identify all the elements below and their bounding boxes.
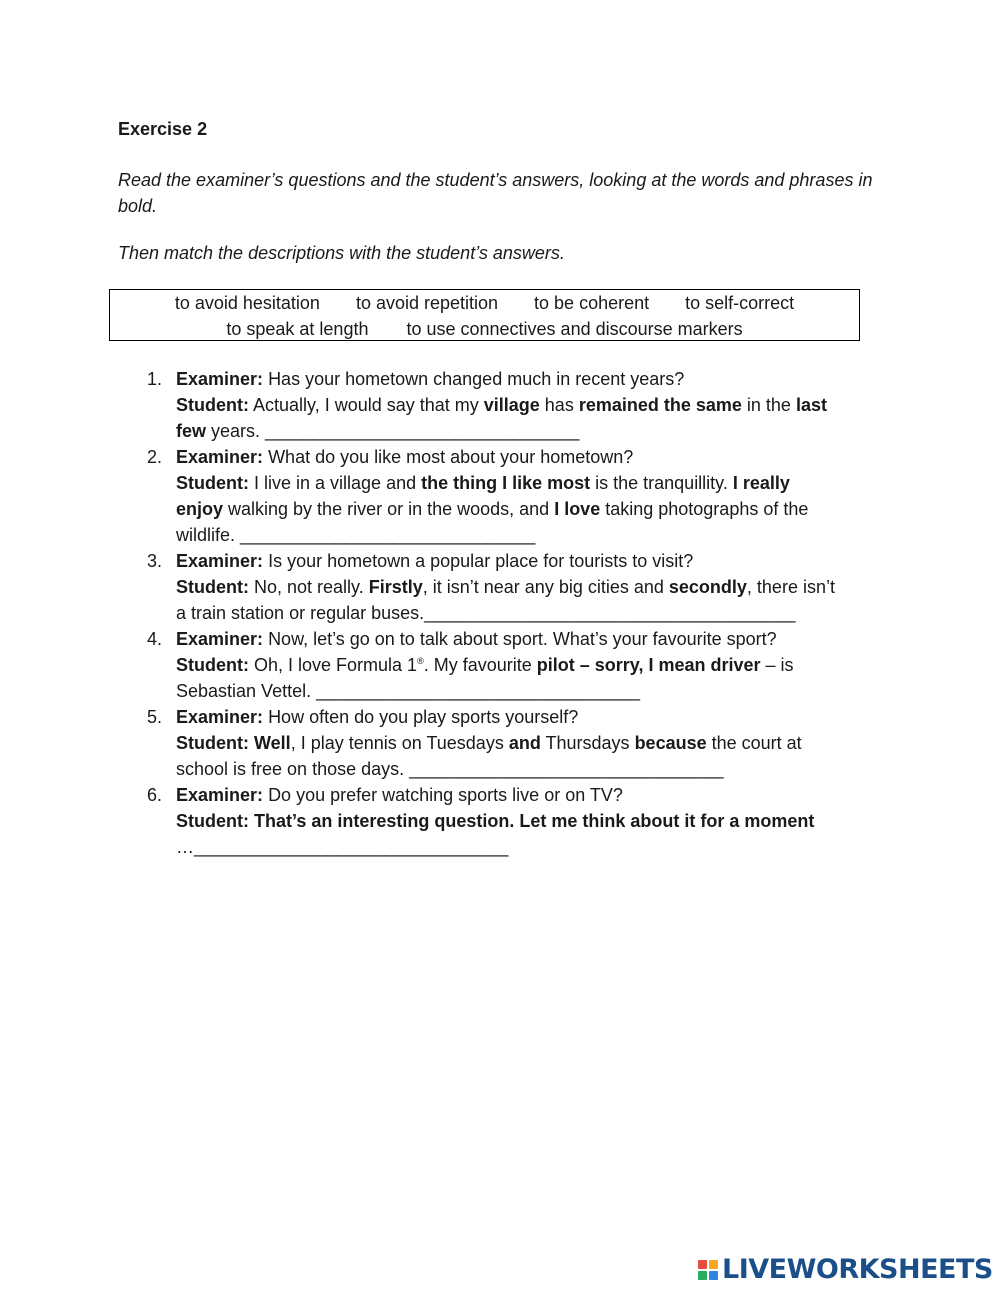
word-option: to self-correct [685, 293, 795, 313]
student-answer [176, 652, 883, 678]
answer-blank[interactable]: __________________________________ [316, 681, 640, 701]
answer-line [176, 496, 883, 522]
bold-phrase: enjoy [176, 499, 224, 519]
student-label: Student: [176, 655, 249, 675]
word-option: to avoid hesitation [174, 293, 320, 313]
bold-phrase: Firstly [368, 577, 423, 597]
examiner-label: Examiner: [176, 785, 264, 805]
bold-phrase: I love [554, 499, 601, 519]
examiner-question [176, 366, 883, 392]
answer-text: has [539, 395, 579, 415]
answer-text: , it isn’t near any big cities and [422, 577, 669, 597]
item-number: 3. [147, 551, 163, 571]
answer-text: Sebastian Vettel. [176, 681, 317, 701]
answer-text: , I play tennis on Tuesdays [290, 733, 509, 753]
student-label: Student: [176, 733, 249, 753]
liveworksheets-logo [698, 1254, 993, 1285]
student-answer [176, 730, 883, 756]
examiner-label: Examiner: [176, 629, 264, 649]
word-option: to use connectives and discourse markers [406, 319, 743, 339]
question-text: How often do you play sports yourself? [268, 707, 579, 727]
bold-phrase: remained the same [578, 395, 742, 415]
examiner-question [176, 782, 883, 808]
answer-line [176, 600, 883, 626]
answer-line [176, 756, 883, 782]
bold-phrase: I really [732, 473, 790, 493]
bold-phrase: the thing I like most [421, 473, 591, 493]
student-answer [176, 574, 883, 600]
word-option: to be coherent [534, 293, 650, 313]
logo-mark-icon [698, 1260, 718, 1280]
word-option: to avoid repetition [355, 293, 499, 313]
student-label: Student: [176, 473, 249, 493]
answer-blank[interactable]: _________________________________ [194, 837, 508, 857]
bold-phrase: few [176, 421, 207, 441]
answer-text: wildlife. [176, 525, 241, 545]
answer-text: , there isn’t [746, 577, 835, 597]
answer-blank[interactable]: _______________________________________ [424, 603, 796, 623]
bold-phrase: last [795, 395, 827, 415]
answer-text: is the tranquillity. [590, 473, 733, 493]
answer-text: the court at [706, 733, 802, 753]
answer-line [176, 678, 883, 704]
exercise-item-5 [143, 704, 883, 782]
answer-text: years. [206, 421, 266, 441]
answer-text: I live in a village and [254, 473, 422, 493]
item-number: 1. [147, 369, 163, 389]
bold-phrase: pilot – sorry, I mean driver [536, 655, 761, 675]
exercise-title: Exercise 2 [118, 119, 208, 139]
answer-text: … [176, 837, 194, 857]
bold-phrase: because [634, 733, 707, 753]
student-answer [176, 470, 883, 496]
logo-square [709, 1260, 718, 1269]
bold-phrase: village [483, 395, 540, 415]
registered-mark: ® [417, 656, 424, 666]
answer-line [176, 834, 883, 860]
answer-line [176, 522, 883, 548]
word-option: to speak at length [226, 319, 369, 339]
examiner-label: Examiner: [176, 551, 264, 571]
word-box-row-1 [110, 290, 859, 316]
question-text: Has your hometown changed much in recent years? [268, 369, 685, 389]
answer-text: walking by the river or in the woods, and [223, 499, 555, 519]
answer-text: school is free on those days. [176, 759, 410, 779]
question-text: Now, let’s go on to talk about sport. What’s your favourite sport? [268, 629, 777, 649]
logo-square [709, 1271, 718, 1280]
examiner-question [176, 626, 883, 652]
bold-phrase: secondly [668, 577, 747, 597]
examiner-label: Examiner: [176, 369, 264, 389]
logo-square [698, 1260, 707, 1269]
item-number: 6. [147, 785, 163, 805]
answer-text: a train station or regular buses. [176, 603, 425, 623]
answer-text: . My favourite [423, 655, 537, 675]
exercise-item-3 [143, 548, 883, 626]
answer-text: Actually, I would say that my [253, 395, 484, 415]
exercise-item-1 [143, 366, 883, 444]
student-answer [176, 392, 883, 418]
examiner-question [176, 548, 883, 574]
student-answer [176, 808, 883, 834]
answer-text: – is [760, 655, 794, 675]
answer-text: No, not really. [254, 577, 369, 597]
exercise-item-2 [143, 444, 883, 548]
examiner-question [176, 444, 883, 470]
item-number: 5. [147, 707, 163, 727]
answer-text: Oh, I love Formula 1 [254, 655, 418, 675]
question-text: Is your hometown a popular place for tourists to visit? [268, 551, 694, 571]
word-box [109, 289, 860, 341]
answer-text: in the [741, 395, 796, 415]
item-number: 2. [147, 447, 163, 467]
exercise-items [143, 366, 883, 860]
answer-text: Thursdays [540, 733, 635, 753]
student-label: Student: [176, 395, 249, 415]
answer-blank[interactable]: _______________________________ [240, 525, 535, 545]
examiner-label: Examiner: [176, 447, 264, 467]
question-text: What do you like most about your hometown? [268, 447, 634, 467]
question-text: Do you prefer watching sports live or on TV? [268, 785, 623, 805]
bold-phrase: Well [254, 733, 291, 753]
answer-blank[interactable]: _________________________________ [409, 759, 723, 779]
bold-phrase: and [508, 733, 541, 753]
answer-text: taking photographs of the [600, 499, 809, 519]
answer-blank[interactable]: _________________________________ [265, 421, 579, 441]
examiner-question [176, 704, 883, 730]
exercise-item-4 [143, 626, 883, 704]
student-label: Student: [176, 577, 249, 597]
instruction-match: Then match the descriptions with the student’s answers. [118, 243, 565, 263]
logo-square [698, 1271, 707, 1280]
examiner-label: Examiner: [176, 707, 264, 727]
student-label: Student: [176, 811, 249, 831]
logo-text: LIVEWORKSHEETS [722, 1254, 993, 1285]
answer-line [176, 418, 883, 444]
bold-phrase: That’s an interesting question. Let me think about it for a moment [254, 811, 815, 831]
exercise-item-6 [143, 782, 883, 860]
instruction-read: Read the examiner’s questions and the student’s answers, looking at the words and phrases in bold. [118, 170, 873, 216]
item-number: 4. [147, 629, 163, 649]
word-box-row-2 [110, 316, 859, 342]
